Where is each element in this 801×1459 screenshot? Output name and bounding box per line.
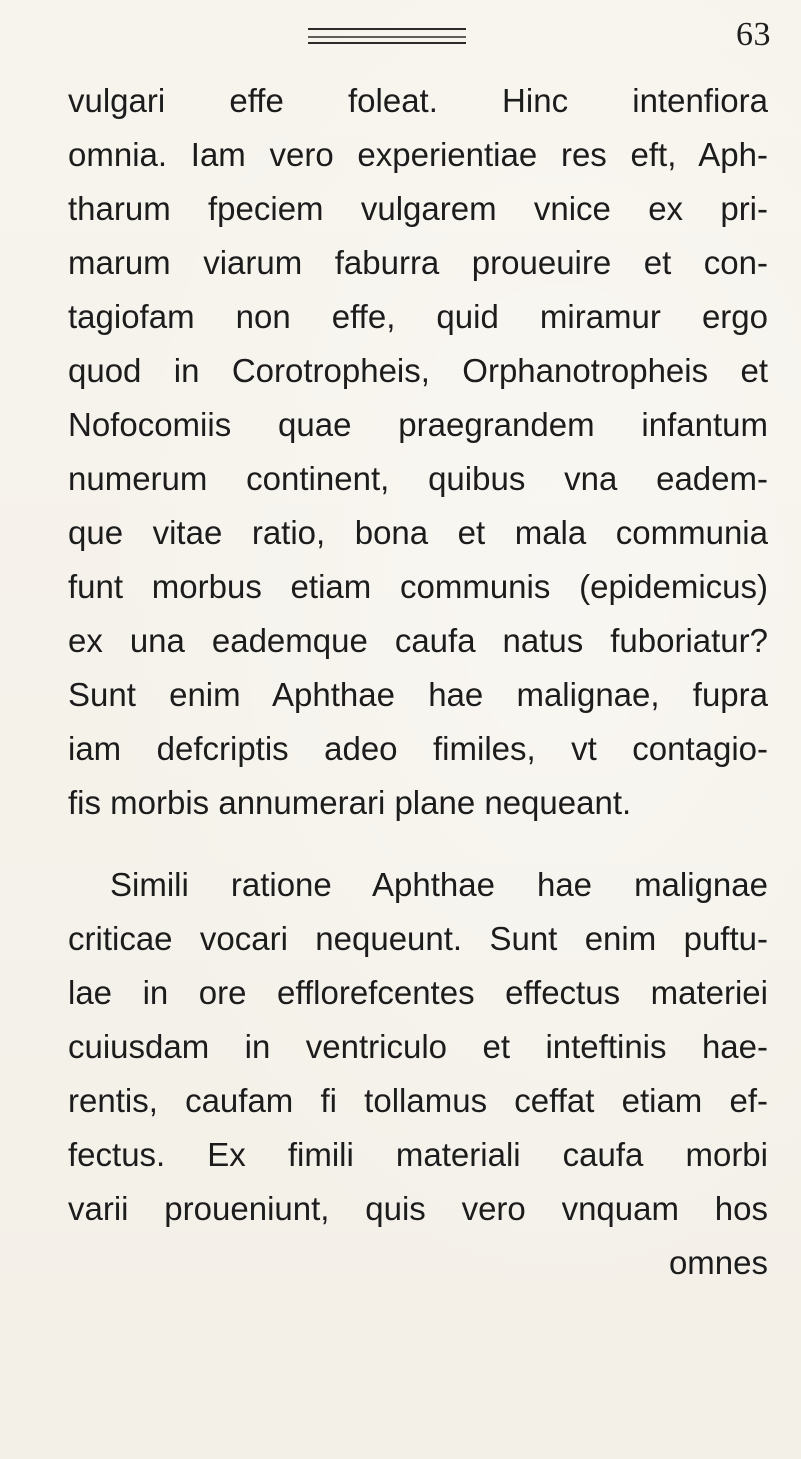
header-rule-bottom bbox=[308, 42, 466, 44]
paragraph-gap bbox=[68, 830, 768, 858]
text-line: ex una eademque caufa natus fuboriatur? bbox=[68, 622, 768, 659]
text-line: quod in Corotropheis, Orphanotropheis et bbox=[68, 352, 768, 389]
text-line: marum viarum faburra proueuire et con- bbox=[68, 244, 768, 281]
catchword: omnes bbox=[668, 1244, 768, 1281]
text-line: cuiusdam in ventriculo et inteftinis hae- bbox=[68, 1028, 768, 1065]
text-line: lae in ore efflorefcentes effectus materiei bbox=[68, 974, 768, 1011]
text-line: Simili ratione Aphthae hae malignae bbox=[110, 866, 768, 903]
text-line: iam defcriptis adeo fimiles, vt contagio- bbox=[68, 730, 768, 767]
text-line: fis morbis annumerari plane nequeant. bbox=[68, 784, 632, 821]
header-rule-top bbox=[308, 28, 466, 30]
text-line: varii proueniunt, quis vero vnquam hos bbox=[68, 1190, 768, 1227]
paragraph-1 bbox=[68, 74, 768, 830]
text-line: criticae vocari nequeunt. Sunt enim puftu- bbox=[68, 920, 768, 957]
text-line: Sunt enim Aphthae hae malignae, fupra bbox=[68, 676, 768, 713]
body-text bbox=[68, 74, 768, 1290]
text-line: Nofocomiis quae praegrandem infantum bbox=[68, 406, 768, 443]
text-line: tagiofam non effe, quid miramur ergo bbox=[68, 298, 768, 335]
header-rule-middle bbox=[308, 36, 466, 38]
text-line: omnia. Iam vero experientiae res eft, Aph- bbox=[68, 136, 768, 173]
text-line: numerum continent, quibus vna eadem- bbox=[68, 460, 768, 497]
text-line: fectus. Ex fimili materiali caufa morbi bbox=[68, 1136, 768, 1173]
text-line: tharum fpeciem vulgarem vnice ex pri- bbox=[68, 190, 768, 227]
text-line: que vitae ratio, bona et mala communia bbox=[68, 514, 768, 551]
text-line: funt morbus etiam communis (epidemicus) bbox=[68, 568, 768, 605]
page-number: 63 bbox=[736, 16, 771, 53]
paragraph-2 bbox=[68, 858, 768, 1236]
text-line: vulgari effe foleat. Hinc intenfiora bbox=[68, 82, 768, 119]
text-line: rentis, caufam fi tollamus ceffat etiam ef- bbox=[68, 1082, 768, 1119]
